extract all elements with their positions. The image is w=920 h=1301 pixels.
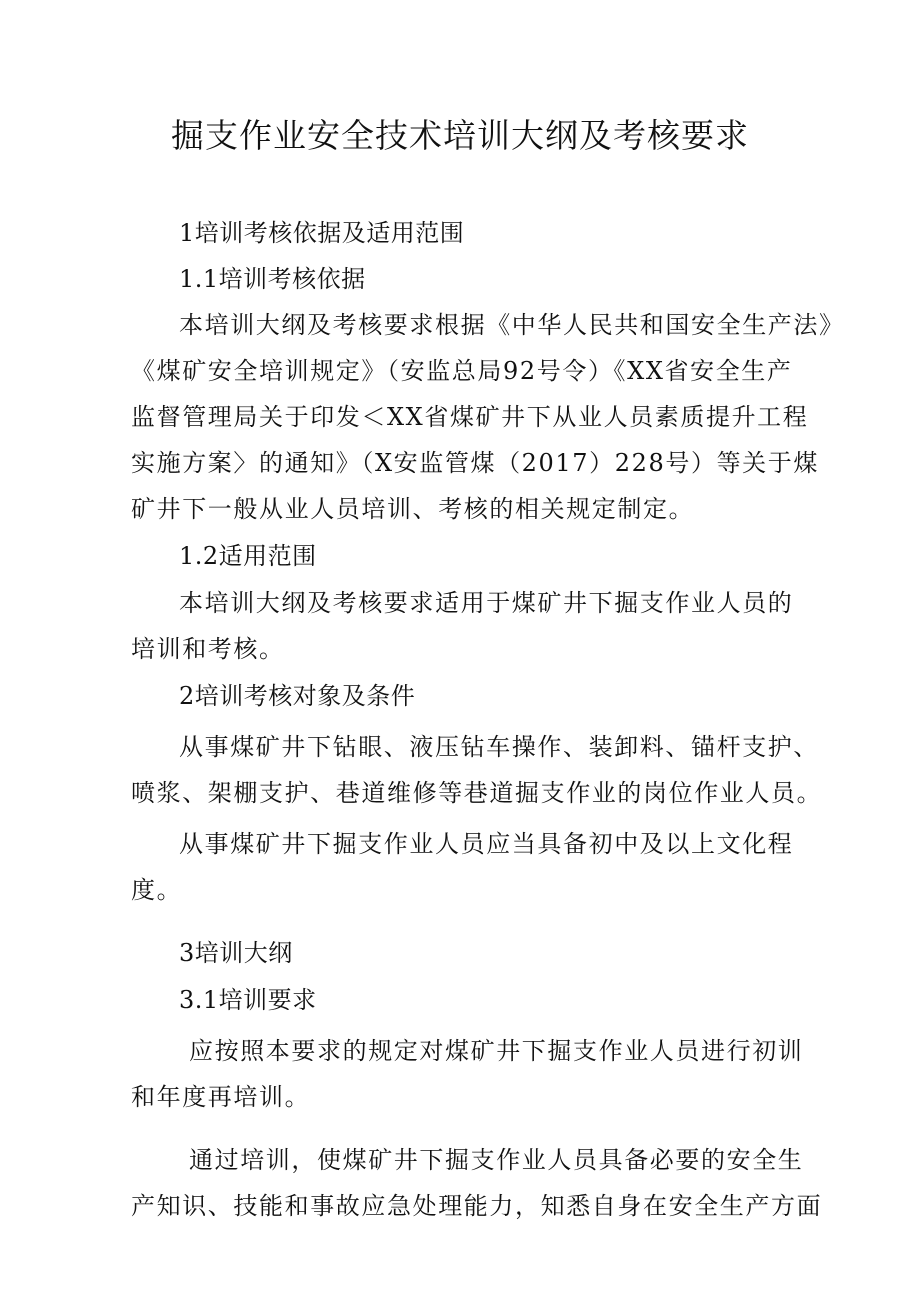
paragraph-line: 矿井下一般从业人员培训、考核的相关规定制定。 bbox=[131, 495, 695, 523]
paragraph-line: 喷浆、架棚支护、巷道维修等巷道掘支作业的岗位作业人员。 bbox=[131, 779, 823, 807]
paragraph-line: 产知识、技能和事故应急处理能力，知悉自身在安全生产方面 bbox=[131, 1192, 823, 1220]
paragraph-line: 实施方案〉的通知》（X安监管煤（2017）228号）等关于煤 bbox=[131, 449, 819, 477]
paragraph-line: 培训和考核。 bbox=[131, 635, 285, 663]
section-heading-2: 2培训考核对象及条件 bbox=[179, 682, 416, 710]
paragraph-line: 和年度再培训。 bbox=[131, 1083, 311, 1111]
paragraph-line: 从事煤矿井下掘支作业人员应当具备初中及以上文化程 bbox=[179, 830, 794, 858]
paragraph-line: 通过培训，使煤矿井下掘支作业人员具备必要的安全生 bbox=[189, 1146, 804, 1174]
document-body bbox=[131, 210, 845, 1229]
paragraph-line: 本培训大纲及考核要求根据《中华人民共和国安全生产法》 bbox=[179, 311, 845, 339]
paragraph-line: 《煤矿安全培训规定》（安监总局92号令）《XX省安全生产 bbox=[131, 357, 793, 385]
section-heading-3: 3培训大纲 bbox=[179, 939, 293, 967]
paragraph-line: 本培训大纲及考核要求适用于煤矿井下掘支作业人员的 bbox=[179, 589, 794, 617]
paragraph-line: 度。 bbox=[131, 876, 183, 904]
subsection-heading-1-2: 1.2适用范围 bbox=[179, 542, 317, 570]
paragraph-line: 应按照本要求的规定对煤矿井下掘支作业人员进行初训 bbox=[189, 1037, 804, 1065]
document-title: 掘支作业安全技术培训大纲及考核要求 bbox=[171, 116, 749, 155]
subsection-heading-1-1: 1.1培训考核依据 bbox=[179, 265, 366, 293]
paragraph-line: 从事煤矿井下钻眼、液压钻车操作、装卸料、锚杆支护、 bbox=[179, 733, 819, 761]
paragraph-line: 监督管理局关于印发＜XX省煤矿井下从业人员素质提升工程 bbox=[131, 403, 809, 431]
section-heading-1: 1培训考核依据及适用范围 bbox=[179, 219, 465, 247]
subsection-heading-3-1: 3.1培训要求 bbox=[179, 986, 317, 1014]
